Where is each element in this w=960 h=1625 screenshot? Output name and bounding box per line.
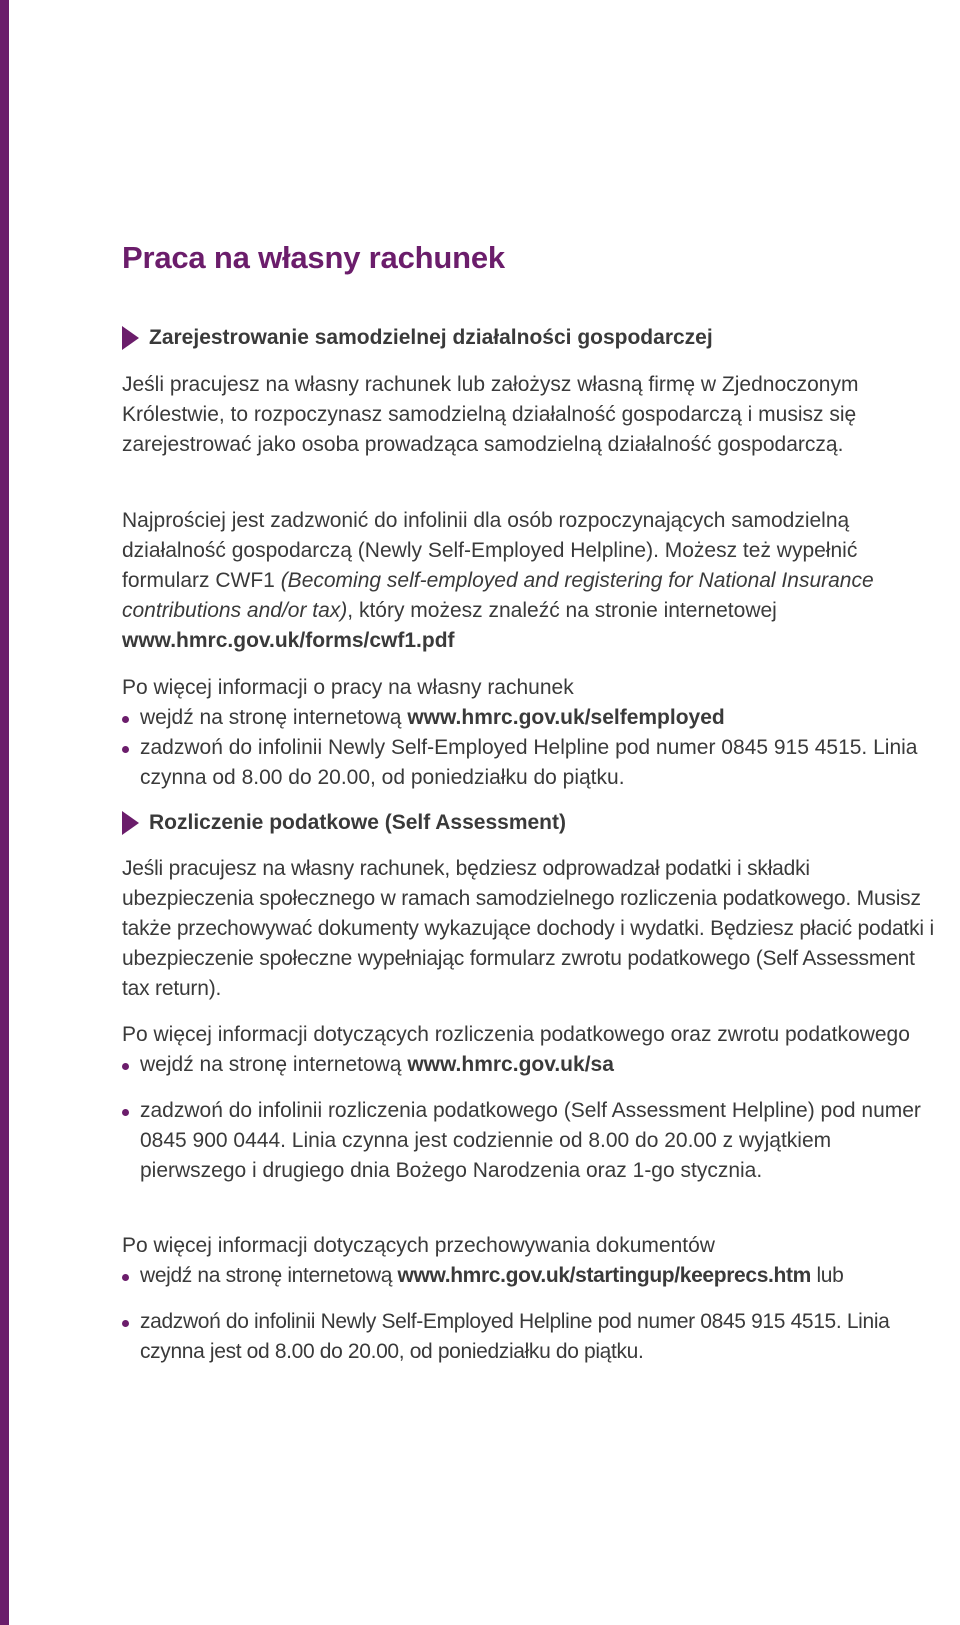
self-assessment-paragraph: Jeśli pracujesz na własny rachunek, będziesz odprowadzał podatki i składki ubezpieczenia społecznego w ramach samodzielnego rozliczenia podatkowego. Musisz także przechowywać dokumenty wykazujące dochody i wydatki. Będziesz płacić podatki i ubezpieczenie społeczne wypełniając formularz zwrotu podatkowego (Self Assessment tax return). <box>122 857 934 1000</box>
section-heading-text: Zarejestrowanie samodzielnej działalności gospodarczej <box>149 326 713 349</box>
records-info-list-b <box>122 1307 942 1367</box>
list-item <box>122 1261 942 1291</box>
registration-howto <box>122 506 942 656</box>
list-item <box>122 1096 942 1186</box>
bullet-text: wejdź na stronę internetową <box>140 1264 398 1287</box>
tax-info <box>122 1020 942 1186</box>
section-registration <box>122 323 942 353</box>
list-item <box>122 1050 942 1080</box>
cwf1-text-b: , który możesz znaleźć na stronie internetowej <box>347 599 777 622</box>
cwf1-paragraph <box>122 506 942 656</box>
side-accent-bar <box>0 0 9 1625</box>
bullet-text: zadzwoń do infolinii Newly Self-Employed Helpline pod numer 0845 915 4515. Linia czynna jest od 8.00 do 20.00, od poniedziałku do piątku. <box>140 1310 890 1363</box>
section-heading-self-assessment <box>122 808 942 838</box>
list-item <box>122 1307 942 1367</box>
records-info-list-a <box>122 1261 942 1291</box>
triangle-bullet-icon <box>122 326 139 350</box>
triangle-bullet-icon <box>122 811 139 835</box>
sa-link[interactable]: www.hmrc.gov.uk/sa <box>407 1053 614 1076</box>
list-item <box>122 703 942 733</box>
tax-info-list-a <box>122 1050 942 1080</box>
section-heading-text: Rozliczenie podatkowe (Self Assessment) <box>149 811 566 834</box>
selfemployed-info <box>122 673 942 793</box>
cwf1-link[interactable]: www.hmrc.gov.uk/forms/cwf1.pdf <box>122 629 455 652</box>
page-title: Praca na własny rachunek <box>122 240 505 275</box>
selfemployed-link[interactable]: www.hmrc.gov.uk/selfemployed <box>407 706 725 729</box>
bullet-text: wejdź na stronę internetową <box>140 706 408 729</box>
list-item <box>122 733 942 793</box>
selfemployed-info-list <box>122 703 942 793</box>
tax-info-intro: Po więcej informacji dotyczących rozliczenia podatkowego oraz zwrotu podatkowego <box>122 1023 910 1046</box>
bullet-text: zadzwoń do infolinii Newly Self-Employed Helpline pod numer 0845 915 4515. Linia czynna od 8.00 do 20.00, od poniedziałku do piątku. <box>140 736 918 789</box>
bullet-suffix: lub <box>810 1264 844 1287</box>
selfemployed-info-intro: Po więcej informacji o pracy na własny rachunek <box>122 676 574 699</box>
registration-paragraph: Jeśli pracujesz na własny rachunek lub założysz własną firmę w Zjednoczonym Królestwie, to rozpoczynasz samodzielną działalność gospodarczą i musisz się zarejestrować jako osoba prowadząca samodzielną działalność gospodarczą. <box>122 373 859 456</box>
self-assessment-intro <box>122 854 942 1004</box>
bullet-text: wejdź na stronę internetową <box>140 1053 408 1076</box>
section-self-assessment <box>122 808 942 838</box>
tax-info-list-b <box>122 1096 942 1186</box>
section-heading-registration <box>122 323 942 353</box>
records-info <box>122 1231 942 1367</box>
registration-intro <box>122 370 942 460</box>
keeprecs-link[interactable]: www.hmrc.gov.uk/startingup/keeprecs.htm <box>397 1264 811 1287</box>
bullet-text: zadzwoń do infolinii rozliczenia podatkowego (Self Assessment Helpline) pod numer 0845 900 0444. Linia czynna jest codziennie od 8.00 do 20.00 z wyjątkiem pierwszego i drugiego dnia Bożego Narodzenia oraz 1-go stycznia. <box>140 1099 921 1182</box>
records-info-intro: Po więcej informacji dotyczących przechowywania dokumentów <box>122 1234 715 1257</box>
cwf1-form-title: (Becoming self-employed and registering for National Insurance contributions and/or tax) <box>122 569 874 622</box>
cwf1-text-a: Najprościej jest zadzwonić do infolinii dla osób rozpoczynających samodzielną działalność gospodarczą (Newly Self-Employed Helpline). Możesz też wypełnić formularz CWF1 <box>122 509 858 592</box>
